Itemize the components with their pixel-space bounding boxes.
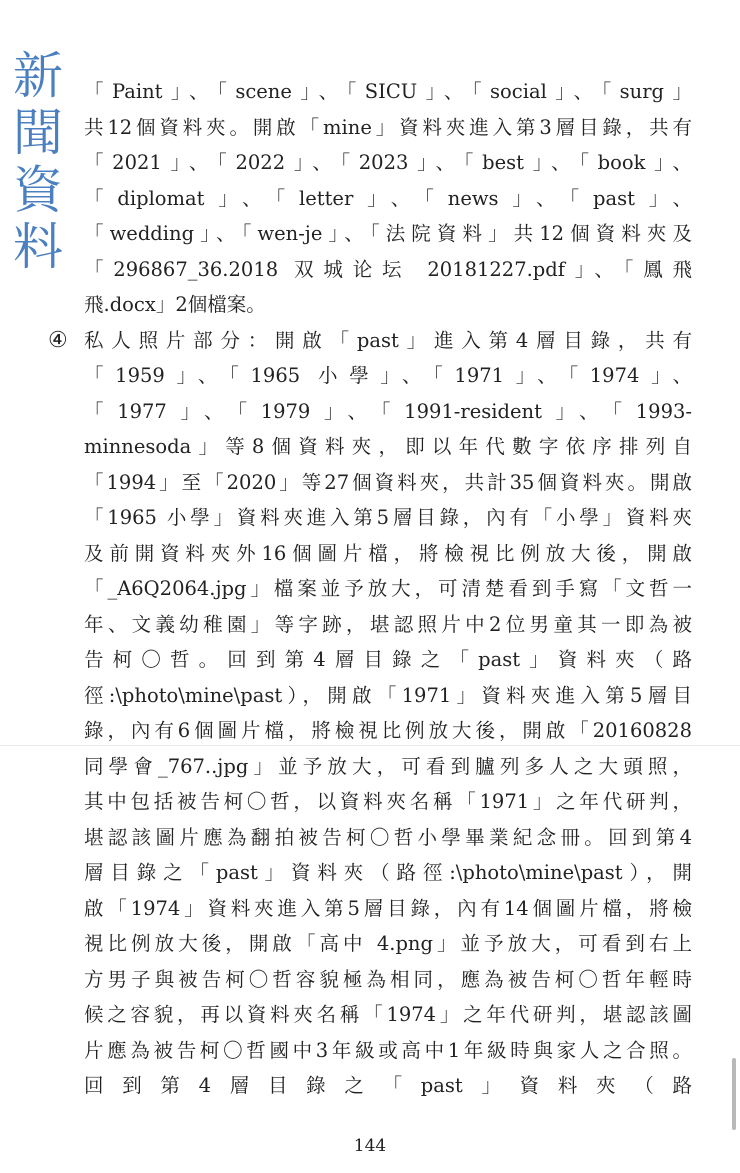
text-line: 層目錄之「past」資料夾（路徑:\photo\mine\past），開 [84,861,692,884]
stamp-char-4: 料 [13,218,63,276]
text-line: 其中包括被告柯〇哲，以資料夾名稱「1971」之年代研判， [84,790,692,813]
document-body [48,74,692,1104]
stamp-char-1: 新 [13,47,63,105]
text-line: 錄，內有6個圖片檔，將檢視比例放大後，開啟「20160828 [84,719,692,742]
text-line: 「296867_36.2018 双城论坛 20181227.pdf」、「鳳飛 [84,257,692,281]
text-line: 共12個資料夾。開啟「mine」資料夾進入第3層目錄，共有 [84,115,692,139]
text-line: 「1965 小學」資料夾進入第5層目錄，內有「小學」資料夾 [84,506,692,529]
news-material-stamp [6,48,70,276]
text-line: 片應為被告柯〇哲國中3年級或高中1年級時與家人之合照。 [84,1038,692,1062]
scrollbar-thumb[interactable] [732,1058,736,1130]
text-line: 視比例放大後，開啟「高中 4.png」並予放大，可看到右上 [84,932,692,955]
text-line: 飛.docx」2個檔案。 [84,293,266,316]
text-line: 「_A6Q2064.jpg」檔案並予放大，可清楚看到手寫「文哲一 [84,577,692,600]
page-number: 144 [353,1136,387,1156]
circled-number-4: ④ [48,327,68,353]
text-line: 年、文義幼稚園」等字跡，堪認照片中2位男童其一即為被 [84,612,692,636]
text-line: 「1959」、「1965 小學」、「1971」、「1974」、 [84,364,692,387]
text-line: 「wedding」、「wen-je」、「法院資料」共12個資料夾及 [84,222,692,245]
text-line: 告柯〇哲。回到第4層目錄之「past」資料夾（路 [84,648,692,671]
stamp-char-2: 聞 [13,104,63,162]
text-line: 回到第4層目錄之「past」資料夾（路 [84,1074,692,1097]
text-line: 徑:\photo\mine\past），開啟「1971」資料夾進入第5層目 [84,683,692,707]
text-line: 候之容貌，再以資料夾名稱「1974」之年代研判，堪認該圖 [84,1003,692,1026]
text-line: 「2021」、「2022」、「2023」、「best」、「book」、 [84,151,692,174]
list-item-4 [48,323,692,359]
text-line: 「1977」、「1979」、「1991-resident」、「1993- [84,399,692,423]
text-line: 啟「1974」資料夾進入第5層目錄，內有14個圖片檔，將檢 [84,896,692,920]
text-line: 同學會_767..jpg」並予放大，可看到臚列多人之大頭照， [84,754,692,778]
text-line: 私人照片部分：開啟「past」進入第4層目錄，共有 [84,328,692,352]
text-line: 「Paint」、「scene」、「SICU」、「social」、「surg」 [84,80,692,103]
stamp-char-3: 資 [13,161,63,219]
text-line: minnesoda」等8個資料夾，即以年代數字依序排列自 [84,435,692,458]
text-line: 及前開資料夾外16個圖片檔，將檢視比例放大後，開啟 [84,541,692,565]
text-line: 「1994」至「2020」等27個資料夾，共計35個資料夾。開啟 [84,470,692,494]
text-line: 「diplomat」、「letter」、「news」、「past」、 [84,186,692,210]
text-line: 堪認該圖片應為翻拍被告柯〇哲小學畢業紀念冊。回到第4 [84,825,692,849]
text-line: 方男子與被告柯〇哲容貌極為相同，應為被告柯〇哲年輕時 [84,967,692,991]
